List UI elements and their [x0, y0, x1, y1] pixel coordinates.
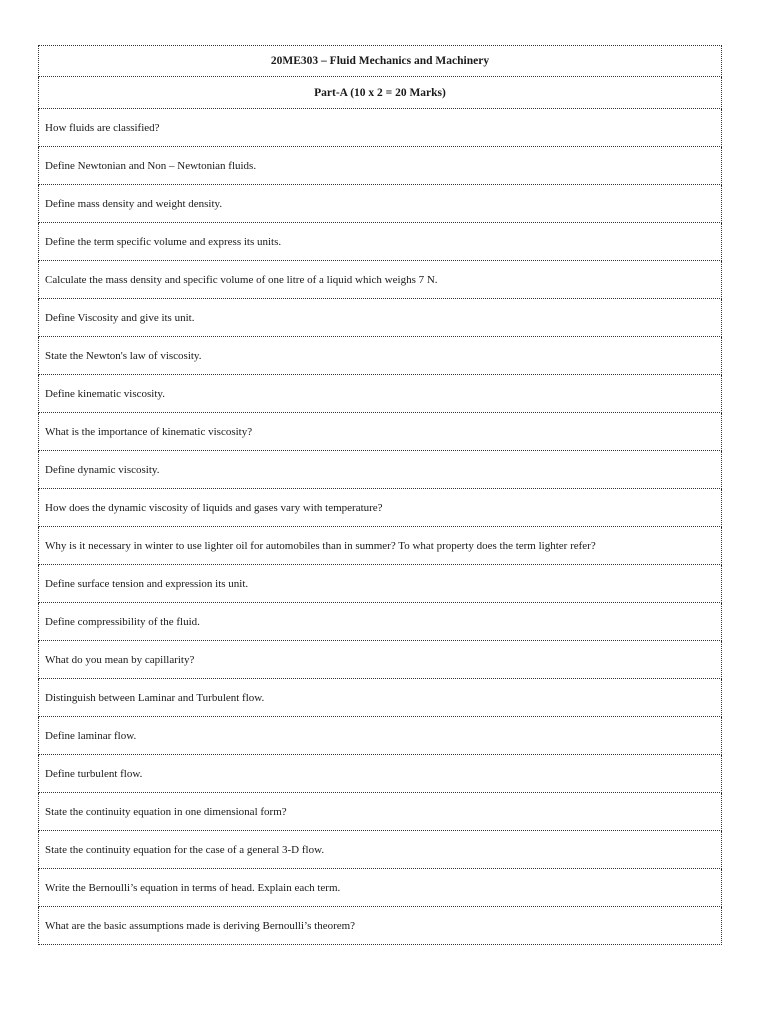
table-row — [39, 717, 722, 755]
table-row — [39, 831, 722, 869]
table-row — [39, 109, 722, 147]
table-row — [39, 451, 722, 489]
table-row — [39, 185, 722, 223]
question-text: Define turbulent flow. — [39, 755, 722, 793]
question-text: Write the Bernoulli’s equation in terms of head. Explain each term. — [39, 869, 722, 907]
question-text: Define compressibility of the fluid. — [39, 603, 722, 641]
question-text: What do you mean by capillarity? — [39, 641, 722, 679]
table-row — [39, 489, 722, 527]
table-row — [39, 907, 722, 945]
table-row — [39, 679, 722, 717]
course-title-row — [39, 46, 722, 77]
question-text: Calculate the mass density and specific volume of one litre of a liquid which weighs 7 N. — [39, 261, 722, 299]
table-row — [39, 375, 722, 413]
table-row — [39, 869, 722, 907]
question-text: Define Viscosity and give its unit. — [39, 299, 722, 337]
question-text: Distinguish between Laminar and Turbulent flow. — [39, 679, 722, 717]
question-text: Define kinematic viscosity. — [39, 375, 722, 413]
table-row — [39, 793, 722, 831]
question-text: Define surface tension and expression its unit. — [39, 565, 722, 603]
question-text: State the Newton's law of viscosity. — [39, 337, 722, 375]
question-sheet — [38, 45, 722, 945]
question-table — [38, 45, 722, 945]
question-text: State the continuity equation for the case of a general 3-D flow. — [39, 831, 722, 869]
table-row — [39, 413, 722, 451]
table-row — [39, 261, 722, 299]
table-row — [39, 337, 722, 375]
table-row — [39, 641, 722, 679]
question-text: Define the term specific volume and express its units. — [39, 223, 722, 261]
question-text: How fluids are classified? — [39, 109, 722, 147]
question-text: State the continuity equation in one dimensional form? — [39, 793, 722, 831]
course-title: 20ME303 – Fluid Mechanics and Machinery — [39, 46, 722, 77]
question-text: Define dynamic viscosity. — [39, 451, 722, 489]
part-title: Part-A (10 x 2 = 20 Marks) — [39, 77, 722, 109]
part-title-row — [39, 77, 722, 109]
table-row — [39, 223, 722, 261]
table-row — [39, 565, 722, 603]
question-text: Define Newtonian and Non – Newtonian fluids. — [39, 147, 722, 185]
question-text: Define mass density and weight density. — [39, 185, 722, 223]
question-text: How does the dynamic viscosity of liquids and gases vary with temperature? — [39, 489, 722, 527]
table-row — [39, 527, 722, 565]
question-text: What are the basic assumptions made is deriving Bernoulli’s theorem? — [39, 907, 722, 945]
question-text: What is the importance of kinematic viscosity? — [39, 413, 722, 451]
table-row — [39, 755, 722, 793]
table-row — [39, 299, 722, 337]
table-row — [39, 603, 722, 641]
question-text: Define laminar flow. — [39, 717, 722, 755]
table-row — [39, 147, 722, 185]
question-text: Why is it necessary in winter to use lighter oil for automobiles than in summer? To what property does the term lighter refer? — [39, 527, 722, 565]
